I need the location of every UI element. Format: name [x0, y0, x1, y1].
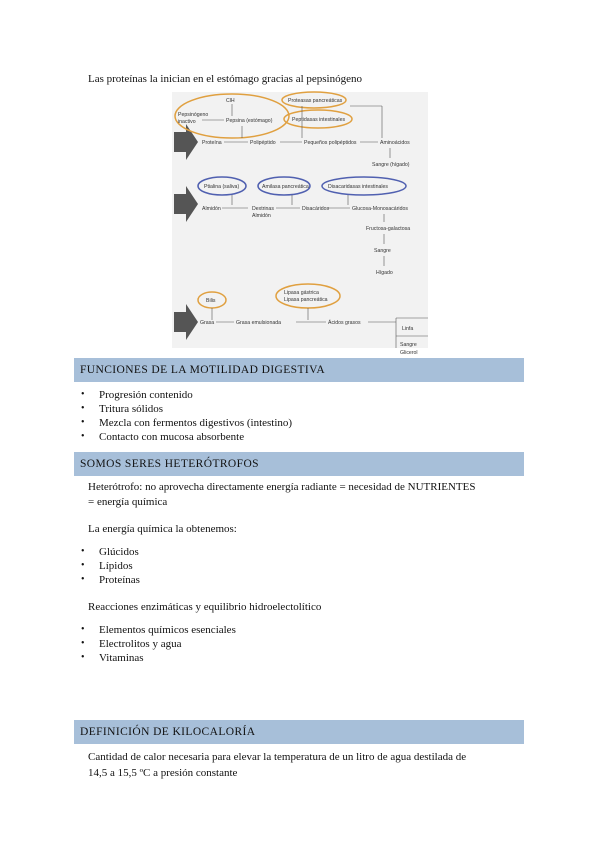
list-item: • Proteínas [81, 573, 140, 587]
label-dextrinas: Dextrinas [252, 206, 274, 212]
label-disacaridasas: Disacaridasas intestinales [328, 184, 388, 190]
label-amilasa: Amilasa pancreática [262, 184, 309, 190]
label-proteina: Proteína [202, 140, 222, 146]
list-item: • Lípidos [81, 559, 140, 573]
label-almidon: Almidón [202, 206, 221, 212]
label-aminoacidos: Aminoácidos [380, 140, 410, 146]
nutrientes-list [81, 545, 140, 587]
label-linfa: Linfa [402, 326, 414, 332]
list-item: • Glúcidos [81, 545, 140, 559]
reacciones-text: Reacciones enzimáticas y equilibrio hidroelectolítico [88, 601, 322, 613]
list-item: • Tritura sólidos [81, 402, 292, 416]
section-header-heterotrofos: SOMOS SERES HETERÓTROFOS [74, 452, 524, 476]
label-sangre-3: Sangre [400, 342, 417, 348]
label-pequenos: Pequeños polipéptidos [304, 140, 357, 146]
label-polipeptido: Polipéptido [250, 140, 276, 146]
label-fructosa: Fructosa-galactosa [366, 226, 411, 232]
label-inactivo: inactivo [178, 119, 196, 125]
label-lipasa-gastrica: Lipasa gástrica [284, 290, 319, 296]
label-almidon-2: Almidón [252, 213, 271, 219]
label-proteasas: Proteasas pancreáticas [288, 98, 343, 104]
label-glicerol: Glicerol [400, 350, 418, 356]
label-higado: Hígado [376, 270, 393, 276]
kilocaloria-line-1: Cantidad de calor necesaria para elevar la temperatura de un litro de agua destilada de [88, 751, 467, 763]
label-pepsina: Pepsina (estómago) [226, 118, 273, 124]
label-lipasa-pancreatica: Lipasa pancreática [284, 297, 328, 303]
label-peptidasas: Peptidasas intestinales [292, 117, 346, 123]
label-sangre: Sangre [374, 248, 391, 254]
list-item: • Contacto con mucosa absorbente [81, 430, 292, 444]
kilocaloria-line-2: 14,5 a 15,5 ºC a presión constante [88, 767, 238, 779]
intro-text: Las proteínas la inician en el estómago gracias al pepsinógeno [88, 73, 362, 85]
arrow-icon [174, 304, 198, 340]
list-item: • Electrolitos y agua [81, 637, 236, 651]
label-glucosa: Glucosa-Monosacáridos [352, 206, 408, 212]
list-item: • Elementos químicos esenciales [81, 623, 236, 637]
label-acidos-grasos: Ácidos grasos [328, 320, 361, 326]
label-grasa: Grasa [200, 320, 215, 326]
label-bilis: Bilis [206, 298, 216, 304]
heterotrofo-line-2: = energía química [88, 496, 168, 508]
heterotrofo-line-1: Heterótrofo: no aprovecha directamente energía radiante = necesidad de NUTRIENTES [88, 481, 476, 493]
list-item: • Mezcla con fermentos digestivos (intestino) [81, 416, 292, 430]
arrow-icon [174, 186, 198, 222]
list-item: • Vitaminas [81, 651, 236, 665]
section-header-motilidad: FUNCIONES DE LA MOTILIDAD DIGESTIVA [74, 358, 524, 382]
label-ptialina: Ptialina (saliva) [204, 184, 240, 190]
label-grasa-emulsionada: Grasa emulsionada [236, 320, 281, 326]
energia-quimica-text: La energía química la obtenemos: [88, 523, 237, 535]
label-clh: ClH [226, 98, 235, 104]
label-pepsinogeno: Pepsinógeno [178, 112, 209, 118]
digestion-diagram [172, 92, 428, 356]
section-header-kilocaloria: DEFINICIÓN DE KILOCALORÍA [74, 720, 524, 744]
label-disacaridos: Disacáridos [302, 206, 330, 212]
list-item: • Progresión contenido [81, 388, 292, 402]
elementos-list [81, 623, 236, 665]
label-sangre-higado: Sangre (hígado) [372, 162, 410, 168]
motilidad-list [81, 388, 292, 444]
